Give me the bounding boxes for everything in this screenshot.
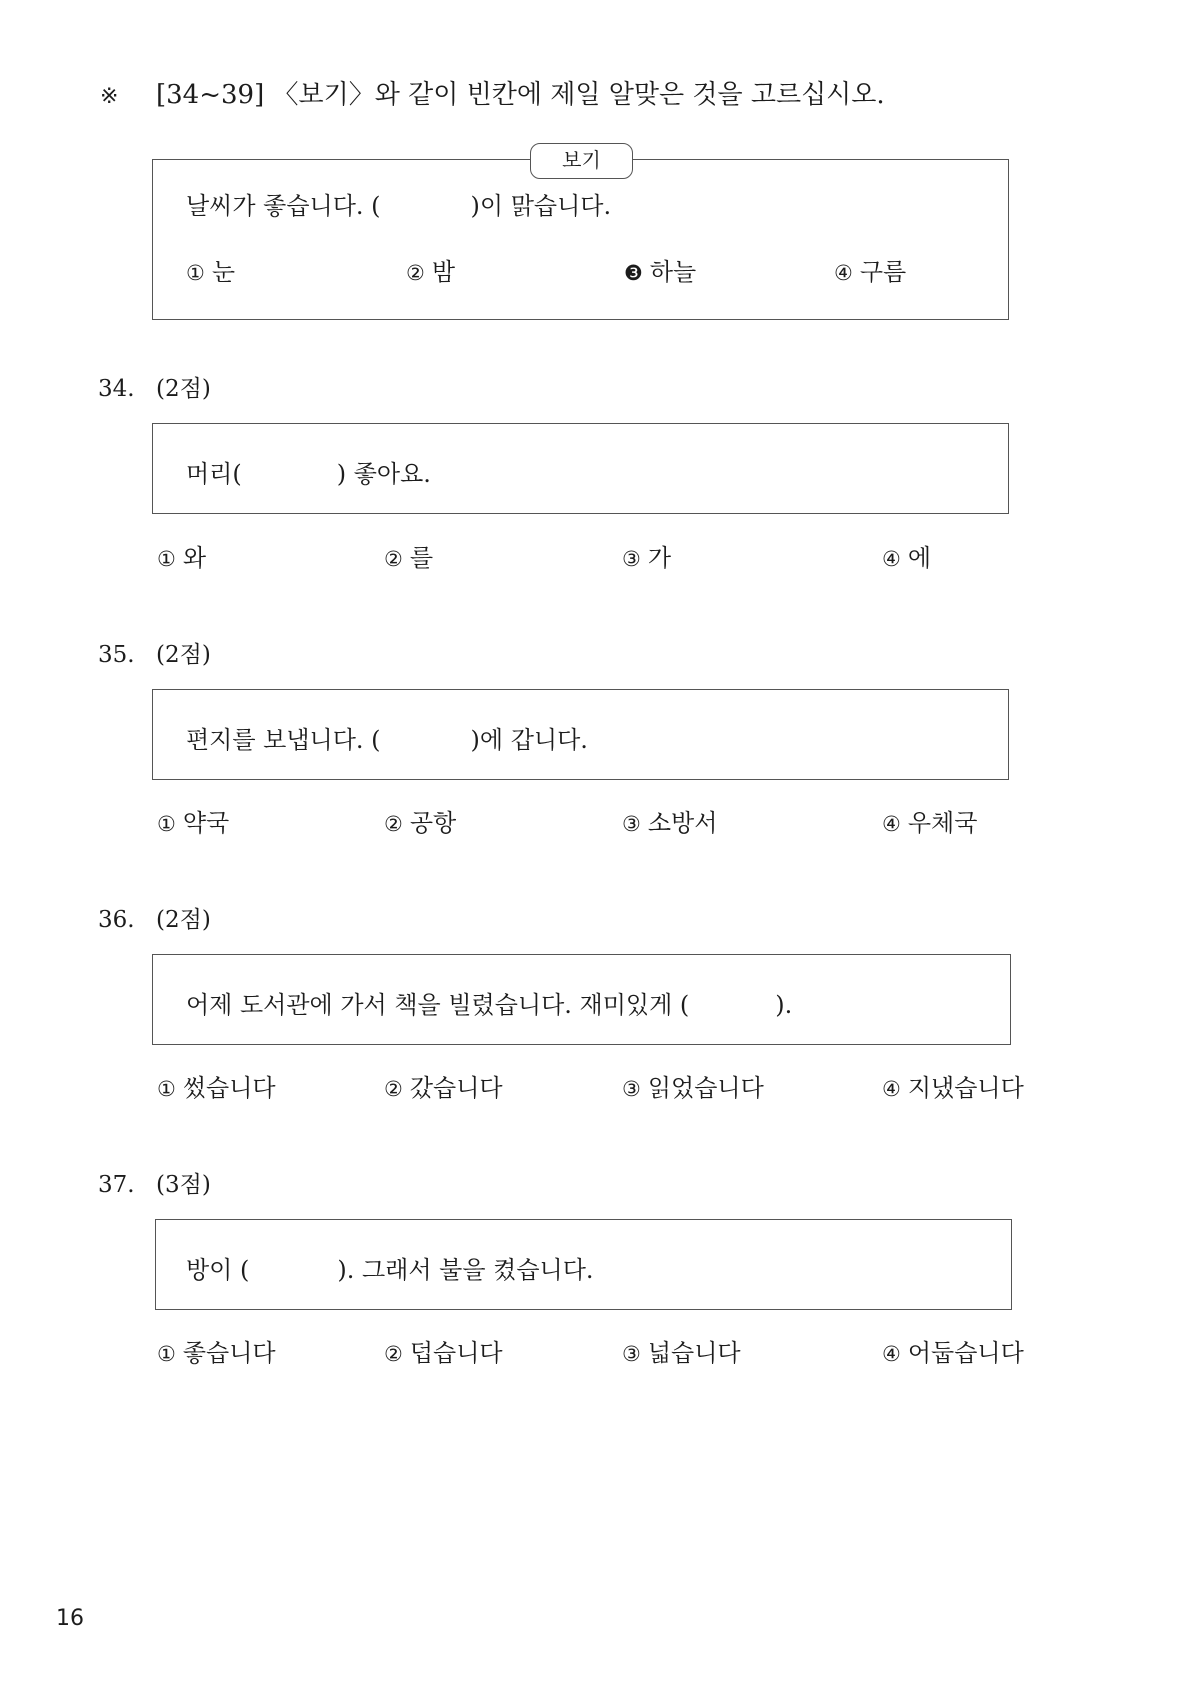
sentence-after: )에 갑니다. (470, 726, 588, 754)
example-option-4 (834, 252, 906, 287)
question-points: (2점) (156, 907, 211, 933)
option-text: 어둡습니다 (907, 1339, 1024, 1367)
option-number: ④ (882, 1077, 901, 1101)
example-sentence-before: 날씨가 좋습니다. ( (186, 192, 381, 220)
option-text: 소방서 (647, 809, 718, 837)
option-text: 구름 (859, 258, 907, 286)
option-text: 와 (182, 544, 207, 572)
question-points: (2점) (156, 376, 211, 402)
option-text: 하늘 (649, 258, 697, 286)
option-text: 가 (647, 544, 672, 572)
option-text: 를 (409, 544, 434, 572)
option-text: 넓습니다 (647, 1339, 741, 1367)
example-box (152, 159, 1009, 320)
option-number: ① (157, 812, 176, 836)
option-number: ④ (834, 261, 853, 285)
question-37-header (98, 1166, 211, 1199)
option-number: ③ (622, 547, 641, 571)
question-37-option-3[interactable] (622, 1333, 741, 1368)
option-text: 덥습니다 (409, 1339, 503, 1367)
question-35-option-4[interactable] (882, 803, 977, 838)
option-number: ③ (622, 812, 641, 836)
question-36-option-3[interactable] (622, 1068, 764, 1103)
option-number: ② (384, 1077, 403, 1101)
option-text: 우체국 (907, 809, 978, 837)
option-number: ① (186, 261, 205, 285)
reference-mark: ※ (100, 84, 119, 109)
question-number: 37. (98, 1172, 135, 1198)
option-number: ② (384, 547, 403, 571)
option-text: 갔습니다 (409, 1074, 503, 1102)
question-36-option-1[interactable] (157, 1068, 276, 1103)
sentence-after: ) 좋아요. (336, 460, 431, 488)
option-text: 좋습니다 (182, 1339, 276, 1367)
question-35-option-1[interactable] (157, 803, 229, 838)
instruction-text: [34~39] 〈보기〉와 같이 빈칸에 제일 알맞은 것을 고르십시오. (156, 80, 885, 110)
sentence-before: 머리( (186, 460, 242, 488)
question-37-option-4[interactable] (882, 1333, 1024, 1368)
option-number: ① (157, 547, 176, 571)
question-34-option-2[interactable] (384, 538, 433, 573)
question-34-option-4[interactable] (882, 538, 931, 573)
example-label: 보기 (530, 143, 633, 179)
option-text: 읽었습니다 (647, 1074, 764, 1102)
example-option-1 (186, 252, 235, 287)
question-34-header (98, 370, 211, 403)
question-number: 36. (98, 907, 135, 933)
question-37-option-2[interactable] (384, 1333, 503, 1368)
question-35-option-3[interactable] (622, 803, 717, 838)
option-number: ① (157, 1077, 176, 1101)
option-number: ④ (882, 812, 901, 836)
example-sentence-after: )이 맑습니다. (470, 192, 612, 220)
question-number: 34. (98, 376, 135, 402)
option-text: 공항 (409, 809, 457, 837)
option-number: ② (384, 812, 403, 836)
sentence-after: ). 그래서 불을 켰습니다. (337, 1256, 594, 1284)
question-34-sentence (186, 454, 431, 489)
instruction (100, 74, 885, 111)
option-text: 약국 (182, 809, 230, 837)
sentence-after: ). (775, 991, 793, 1019)
example-option-2 (406, 252, 455, 287)
question-points: (2점) (156, 642, 211, 668)
sentence-before: 방이 ( (186, 1256, 250, 1284)
question-35-sentence (186, 720, 588, 755)
example-sentence (186, 186, 611, 221)
question-34-option-3[interactable] (622, 538, 671, 573)
page-number: 16 (56, 1606, 84, 1631)
question-36-header (98, 901, 211, 934)
question-37-sentence (186, 1250, 594, 1285)
option-text: 밤 (431, 258, 456, 286)
option-number: ③ (622, 1077, 641, 1101)
sentence-before: 어제 도서관에 가서 책을 빌렸습니다. 재미있게 ( (186, 991, 690, 1019)
option-text: 지냈습니다 (907, 1074, 1024, 1102)
question-points: (3점) (156, 1172, 211, 1198)
option-text: 에 (907, 544, 932, 572)
option-number: ② (384, 1342, 403, 1366)
option-text: 눈 (211, 258, 236, 286)
sentence-before: 편지를 보냅니다. ( (186, 726, 381, 754)
option-number: ❸ (624, 261, 643, 285)
question-34-option-1[interactable] (157, 538, 206, 573)
option-text: 썼습니다 (182, 1074, 276, 1102)
option-number: ④ (882, 547, 901, 571)
option-number: ② (406, 261, 425, 285)
option-number: ① (157, 1342, 176, 1366)
question-number: 35. (98, 642, 135, 668)
question-36-sentence (186, 985, 792, 1020)
option-number: ④ (882, 1342, 901, 1366)
question-35-option-2[interactable] (384, 803, 456, 838)
question-35-header (98, 636, 211, 669)
question-37-option-1[interactable] (157, 1333, 276, 1368)
option-number: ③ (622, 1342, 641, 1366)
question-36-option-4[interactable] (882, 1068, 1024, 1103)
question-36-option-2[interactable] (384, 1068, 503, 1103)
example-option-3-selected (624, 252, 696, 287)
